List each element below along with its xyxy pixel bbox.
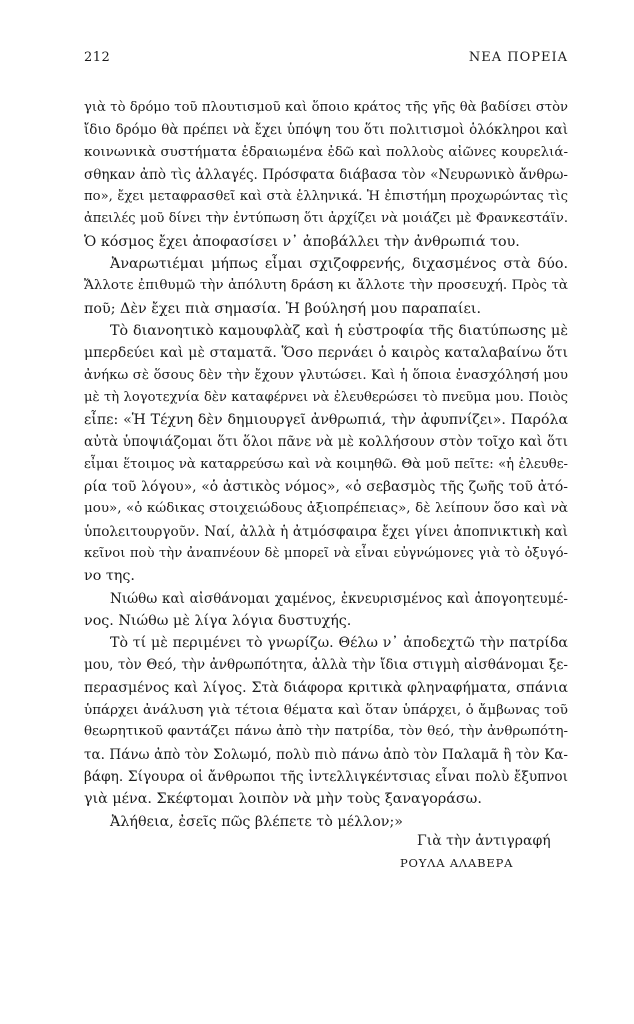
text-line: τα. Πάνω ἀπὸ τὸν Σολωμό, πολὺ πιὸ πάνω ἀπὸ τὸν Παλαμᾶ ἢ τὸν Κα- bbox=[84, 746, 568, 763]
text-line: ὑπολειτουργοῦν. Ναί, ἀλλὰ ἡ ἀτμόσφαιρα ἔχει γίνει ἀποπνικτικὴ καὶ bbox=[84, 523, 568, 540]
text-line: νο της. bbox=[84, 568, 135, 585]
text-line: ἴδιο δρόμο θὰ πρέπει νὰ ἔχει ὑπόψη του ὅτι πολιτισμοὶ ὁλόκληροι καὶ bbox=[84, 122, 568, 139]
text-line: Νιώθω καὶ αἰσθάνομαι χαμένος, ἐκνευρισμένος καὶ ἀπογοητευμέ- bbox=[110, 590, 568, 607]
text-line: εἶπε: «Ἡ Τέχνη δὲν δημιουργεῖ ἀνθρωπιά, τὴν ἀφυπνίζει». Παρόλα bbox=[84, 412, 568, 429]
signature-phrase: Γιὰ τὴν ἀντιγραφή bbox=[417, 833, 551, 849]
text-line: Τὸ διανοητικὸ καμουφλὰζ καὶ ἡ εὐστροφία τῆς διατύπωσης μὲ bbox=[110, 322, 568, 339]
text-line: Τὸ τί μὲ περιμένει τὸ γνωρίζω. Θέλω ν᾽ ἀποδεχτῶ τὴν πατρίδα bbox=[110, 635, 568, 652]
text-line: βάφη. Σίγουρα οἱ ἄνθρωποι τῆς ἰντελλιγκέντσιας εἶναι πολὺ ἔξυπνοι bbox=[84, 768, 568, 785]
text-line: θεωρητικοῦ φαντάζει πάνω ἀπὸ τὴν πατρίδα, τὸν θεό, τὴν ἀνθρωπότη- bbox=[84, 724, 568, 740]
text-line: γιὰ τὸ δρόμο τοῦ πλουτισμοῦ καὶ ὅποιο κράτος τῆς γῆς θὰ βαδίσει στὸν bbox=[84, 100, 568, 115]
page-header bbox=[84, 50, 568, 70]
text-line: ρία τοῦ λόγου», «ὁ ἀστικὸς νόμος», «ὁ σεβασμὸς τῆς ζωῆς τοῦ ἀτό- bbox=[84, 479, 568, 496]
text-line: κοινωνικὰ συστήματα ἑδραιωμένα ἐδῶ καὶ πολλοὺς αἰῶνες κουρελιά- bbox=[84, 144, 568, 160]
signature-name: ΡΟΥΛΑ ΑΛΑΒΕΡΑ bbox=[400, 856, 514, 870]
text-line: μου», «ὁ κώδικας στοιχειώδους ἀξιοπρέπειας», δὲ λείπουν ὅσο καὶ νὰ bbox=[84, 501, 568, 517]
text-line: Ἀλήθεια, ἐσεῖς πῶς βλέπετε τὸ μέλλον;» bbox=[110, 813, 404, 830]
text-line: μὲ τὴ λογοτεχνία δὲν καταφέρνει νὰ ἐλευθερώσει τὸ πνεῦμα μου. Ποιὸς bbox=[84, 389, 568, 405]
text-line: Ἀναρωτιέμαι μήπως εἶμαι σχιζοφρενής, διχασμένος στὰ δύο. bbox=[110, 256, 568, 273]
running-head: ΝΕΑ ΠΟΡΕΙΑ bbox=[468, 50, 568, 65]
text-line: ἀνήκω σὲ ὅσους δὲν τὴν ἔχουν γλυτώσει. Καὶ ἡ ὅποια ἐνασχόλησή μου bbox=[84, 367, 568, 383]
page-number: 212 bbox=[84, 50, 111, 65]
text-line: Ὁ κόσμος ἔχει ἀποφασίσει ν᾽ ἀποβάλλει τὴν ἀνθρωπιά του. bbox=[84, 233, 520, 250]
text-line: σθηκαν ἀπὸ τὶς ἀλλαγές. Πρόσφατα διάβασα τὸν «Νευρωνικὸ ἄνθρω- bbox=[84, 166, 568, 183]
text-line: νος. Νιώθω μὲ λίγα λόγια δυστυχής. bbox=[84, 612, 352, 629]
text-line: κεῖνοι ποὺ τὴν ἀναπνέουν δὲ μπορεῖ νὰ εἶναι εὐγνώμονες γιὰ τὸ ὀξυγό- bbox=[84, 545, 568, 561]
text-line: μου, τὸν Θεό, τὴν ἀνθρωπότητα, ἀλλὰ τὴν ἴδια στιγμὴ αἰσθάνομαι ξε- bbox=[84, 657, 568, 674]
text-line: μπερδεύει καὶ μὲ σταματᾶ. Ὅσο περνάει ὁ καιρὸς καταλαβαίνω ὅτι bbox=[84, 345, 568, 362]
text-line: γιὰ μένα. Σκέφτομαι λοιπὸν νὰ μὴν τοὺς ξαναγοράσω. bbox=[84, 791, 482, 808]
body-text bbox=[84, 97, 568, 833]
text-line: εἶμαι ἕτοιμος νὰ καταρρεύσω καὶ νὰ κοιμηθῶ. Θὰ μοῦ πεῖτε: «ἡ ἐλευθε- bbox=[84, 456, 568, 472]
signature-block bbox=[358, 830, 558, 874]
text-line: περασμένος καὶ λίγος. Στὰ διάφορα κριτικὰ φληναφήματα, σπάνια bbox=[84, 679, 568, 696]
text-line: Ἄλλοτε ἐπιθυμῶ τὴν ἀπόλυτη δράση κι ἄλλοτε τὴν προσευχή. Πρὸς τὰ bbox=[84, 278, 568, 294]
text-line: αὐτὰ ὑποψιάζομαι ὅτι ὅλοι πᾶνε νὰ μὲ κολλήσουν στὸν τοῖχο καὶ ὅτι bbox=[84, 434, 568, 451]
text-line: ἀπειλές μοῦ δίνει τὴν ἐντύπωση ὅτι ἀρχίζει νὰ μοιάζει μὲ Φρανκεστάϊν. bbox=[84, 211, 568, 227]
text-line: ποῦ; Δὲν ἔχει πιὰ σημασία. Ἡ βούλησή μου παραπαίει. bbox=[84, 300, 482, 317]
text-line: ὑπάρχει ἀνάλυση γιὰ τέτοια θέματα καὶ ὅταν ὑπάρχει, ὁ ἄμβωνας τοῦ bbox=[84, 702, 568, 719]
text-line: πο», ἔχει μεταφρασθεῖ καὶ στὰ ἑλληνικά. Ἡ ἐπιστήμη προχωρώντας τὶς bbox=[84, 189, 568, 205]
